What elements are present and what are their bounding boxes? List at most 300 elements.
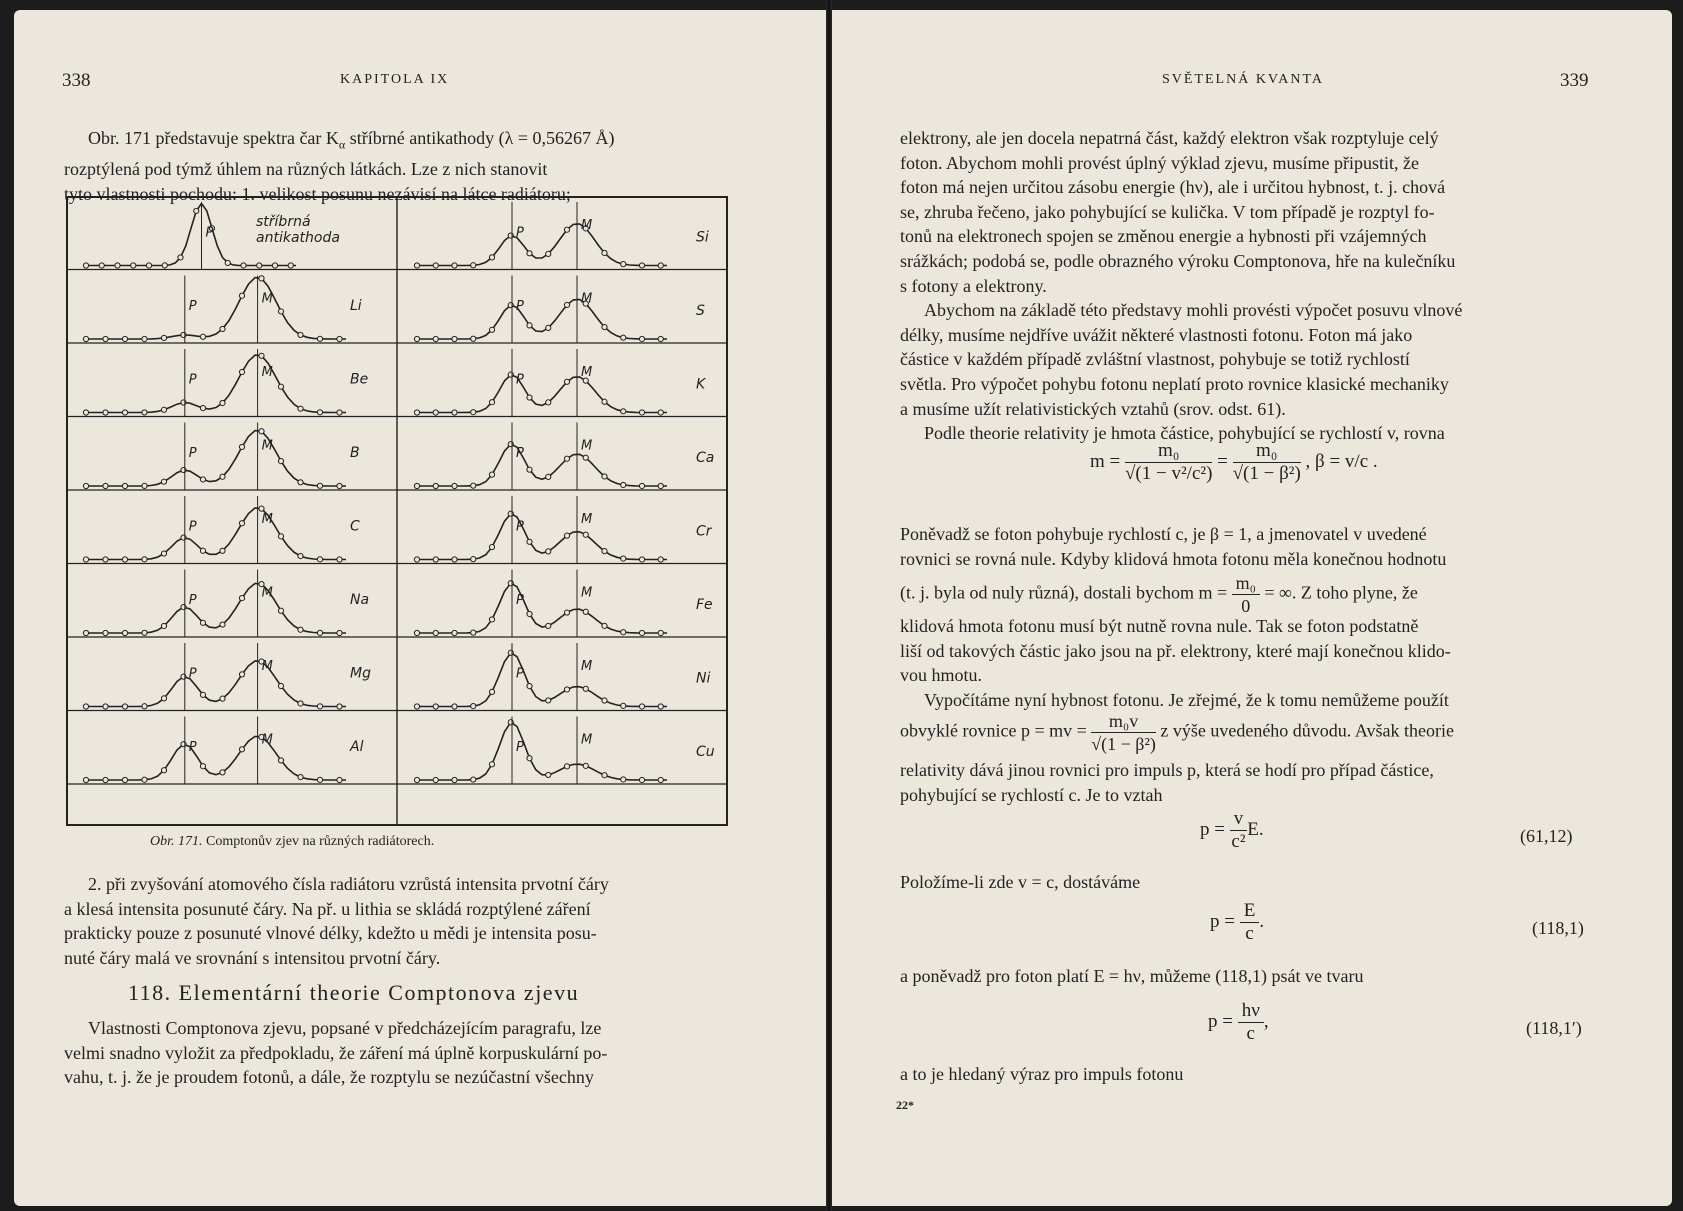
data-point [564, 687, 569, 692]
data-point [621, 703, 626, 708]
radiator-label-s: S [696, 303, 705, 320]
data-point [489, 689, 494, 694]
equation-number-118-1-prime: (118,1′) [1526, 1018, 1582, 1038]
data-point [239, 444, 244, 449]
data-point [433, 557, 438, 562]
data-point [433, 777, 438, 782]
data-point [658, 263, 663, 268]
data-point [161, 407, 166, 412]
intro-line-3: tyto vlastnosti pochodu: 1. velikost posunu nezávisí na látce radiátoru; [64, 183, 571, 204]
data-point [161, 479, 166, 484]
spectrum-curve [417, 583, 667, 633]
data-point [317, 704, 322, 709]
spectrum-curve [86, 584, 346, 634]
data-point [508, 303, 513, 308]
p-peak-label: P [188, 592, 197, 608]
m-peak-label: M [581, 218, 593, 234]
data-point [298, 553, 303, 558]
spectrum-curve [417, 444, 667, 486]
data-point [527, 251, 532, 256]
data-point [259, 506, 264, 511]
data-point [161, 696, 166, 701]
data-point [433, 263, 438, 268]
data-point [471, 483, 476, 488]
spectrum-curve [417, 722, 667, 780]
data-point [489, 327, 494, 332]
m-peak-label: M [261, 365, 273, 381]
data-point [527, 611, 532, 616]
data-point [489, 255, 494, 260]
data-point [278, 683, 283, 688]
data-point [602, 399, 607, 404]
p-peak-label: P [516, 666, 524, 682]
data-point [546, 251, 551, 256]
data-point [621, 409, 626, 414]
p2-line-3: částice v každém případě zvláštní vlastnost, pohybuje se totiž rychlostí [900, 349, 1410, 370]
data-point [162, 263, 167, 268]
p8-line-1: Položíme-li zde v = c, dostáváme [900, 872, 1141, 892]
after-line-2: a klesá intensita posunuté čáry. Na př. u lithia se skládá rozptýlené záření [64, 898, 591, 919]
data-point [161, 623, 166, 628]
data-point [621, 630, 626, 635]
data-point [433, 410, 438, 415]
p-peak-label: P [516, 519, 524, 535]
data-point [621, 335, 626, 340]
data-point [317, 483, 322, 488]
data-point [489, 762, 494, 767]
left-intro [64, 126, 728, 206]
data-point [83, 336, 88, 341]
data-point [433, 704, 438, 709]
p4-line-1: Poněvadž se foton pohybuje rychlostí c, je β = 1, a jmenovatel v uvedené [900, 524, 1427, 544]
spectrum-curve [86, 431, 346, 486]
data-point [508, 442, 513, 447]
right-para-5 [900, 614, 1596, 712]
data-point [564, 302, 569, 307]
spectrum-curve [86, 736, 346, 780]
data-point [602, 250, 607, 255]
right-para-7 [900, 758, 1596, 807]
p1-line-6: srážkách; podobá se, podle obrazného výroku Comptonova, hře na kulečníku [900, 250, 1456, 271]
p1-line-2: foton. Abychom mohli provést úplný výklad zjevu, musíme připustit, že [900, 152, 1419, 173]
right-running-head: SVĚTELNÁ KVANTA [1162, 72, 1325, 87]
data-point [508, 372, 513, 377]
data-point [639, 483, 644, 488]
data-point [146, 263, 151, 268]
equation-mass: m = $\frac{\text{m₀}}{\text{√(1 − v²/c²)}}$ = $\frac{\text{m₀}}{\text{√(1 − β²)}}$ , β = v/c . [1090, 440, 1378, 484]
data-point [122, 704, 127, 709]
data-point [317, 777, 322, 782]
data-point [178, 255, 183, 260]
data-point [527, 683, 532, 688]
data-point [414, 483, 419, 488]
antikathode-label-line-1: stříbrná [256, 214, 311, 230]
data-point [83, 483, 88, 488]
left-running-head: KAPITOLA IX [340, 72, 450, 87]
radiator-label-al: Al [350, 738, 364, 755]
data-point [639, 557, 644, 562]
data-point [142, 410, 147, 415]
data-point [239, 293, 244, 298]
radiator-label-b: B [350, 444, 360, 461]
data-point [433, 483, 438, 488]
data-point [200, 477, 205, 482]
data-point [452, 704, 457, 709]
radiator-label-cr: Cr [696, 523, 712, 540]
spectrum-curve [86, 355, 346, 412]
data-point [220, 400, 225, 405]
p-peak-label: P [516, 739, 524, 755]
data-point [278, 458, 283, 463]
p1-line-5: tonů na elektronech spojen se změnou energie a hybnosti při vzájemných [900, 226, 1427, 247]
data-point [602, 549, 607, 554]
data-point [278, 309, 283, 314]
caption-number: Obr. 171. [150, 834, 203, 849]
data-point [471, 630, 476, 635]
radiator-label-si: Si [696, 229, 709, 246]
data-point [433, 630, 438, 635]
data-point [508, 650, 513, 655]
data-point [181, 400, 186, 405]
data-point [161, 335, 166, 340]
m-peak-label: M [261, 512, 273, 528]
data-point [527, 323, 532, 328]
data-point [527, 467, 532, 472]
spectrum-curve [417, 224, 667, 266]
data-point [508, 581, 513, 586]
spectrum-curve [86, 278, 346, 339]
data-point [583, 686, 588, 691]
p-peak-label: P [188, 298, 197, 314]
p2-line-5: a musíme užít relativistických vztahů (srov. odst. 61). [900, 398, 1286, 419]
data-point [200, 692, 205, 697]
data-point [414, 777, 419, 782]
data-point [546, 772, 551, 777]
equation-118-1: p = $\frac{E}{c}$ . [1210, 900, 1265, 944]
intro-line-1: Obr. 171 představuje spektra čar $K_\alpha$ stříbrné antikathody (λ = 0,56267 Å) [88, 128, 615, 152]
data-point [471, 557, 476, 562]
data-point [103, 704, 108, 709]
data-point [181, 535, 186, 540]
m-peak-label: M [581, 732, 593, 748]
p1-line-7: s fotony a elektrony. [900, 275, 1047, 296]
data-point [181, 332, 186, 337]
data-point [471, 263, 476, 268]
p5-line-1: klidová hmota fotonu musí být nutně rovna nule. Tak se foton podstatně [900, 616, 1419, 636]
data-point [83, 777, 88, 782]
data-point [278, 758, 283, 763]
data-point [564, 379, 569, 384]
data-point [220, 696, 225, 701]
data-point [272, 263, 277, 268]
data-point [658, 704, 663, 709]
m-peak-label: M [261, 732, 273, 748]
data-point [83, 263, 88, 268]
data-point [83, 704, 88, 709]
radiator-label-c: C [350, 518, 360, 535]
left-section-text [64, 1016, 728, 1090]
m-peak-label: M [261, 438, 273, 454]
radiator-label-fe: Fe [696, 597, 713, 614]
data-point [239, 747, 244, 752]
data-point [122, 777, 127, 782]
data-point [658, 483, 663, 488]
p4-inline-eq: (t. j. byla od nuly různá), dostali bychom m = $\frac{\text{m₀}}{0}$ = ∞. Z toho plyne, že [900, 573, 1418, 616]
data-point [122, 336, 127, 341]
data-point [259, 429, 264, 434]
data-point [471, 703, 476, 708]
data-point [103, 336, 108, 341]
section-line-2: velmi snadno vyložit za předpokladu, že záření má úplně korpuskulární po- [64, 1042, 608, 1063]
data-point [181, 674, 186, 679]
radiator-label-ni: Ni [696, 670, 711, 687]
data-point [257, 263, 262, 268]
data-point [161, 551, 166, 556]
data-point [142, 777, 147, 782]
data-point [658, 410, 663, 415]
p2-line-2: délky, musíme nejdříve uvážit některé vlastnosti fotonu. Foton má jako [900, 324, 1413, 345]
after-line-3: prakticky pouze z posunuté vlnové délky, kdežto u mědi je intensita posu- [64, 923, 597, 944]
p-peak-label: P [516, 592, 524, 608]
p-peak-label: P [188, 519, 197, 535]
data-point [602, 698, 607, 703]
data-point [527, 539, 532, 544]
radiator-label-k: K [696, 376, 706, 393]
data-point [225, 260, 230, 265]
data-point [337, 777, 342, 782]
data-point [103, 483, 108, 488]
data-point [564, 533, 569, 538]
data-point [298, 627, 303, 632]
data-point [602, 623, 607, 628]
data-point [414, 336, 419, 341]
data-point [414, 704, 419, 709]
m-peak-label: M [581, 585, 593, 601]
caption-text: Comptonův zjev na různých radiátorech. [206, 834, 435, 849]
p-peak-label: P [188, 445, 197, 461]
data-point [220, 474, 225, 479]
data-point [337, 557, 342, 562]
data-point [241, 263, 246, 268]
data-point [239, 369, 244, 374]
data-point [298, 406, 303, 411]
data-point [527, 756, 532, 761]
data-point [452, 410, 457, 415]
data-point [602, 474, 607, 479]
data-point [414, 410, 419, 415]
data-point [564, 764, 569, 769]
data-point [298, 332, 303, 337]
radiator-label-li: Li [350, 297, 362, 314]
data-point [122, 630, 127, 635]
data-point [564, 227, 569, 232]
m-peak-label: M [581, 365, 593, 381]
left-page-number: 338 [62, 70, 91, 91]
data-point [452, 777, 457, 782]
data-point [527, 395, 532, 400]
signature-mark: 22* [896, 1098, 914, 1112]
p5-line-2: liší od takových částic jako jsou na př. elektrony, které mají konečnou klido- [900, 640, 1451, 661]
data-point [142, 483, 147, 488]
p6-line-1: Vypočítáme nyní hybnost fotonu. Je zřejmé, že k tomu nemůžeme použít [924, 689, 1449, 710]
data-point [278, 534, 283, 539]
data-point [471, 777, 476, 782]
data-point [99, 263, 104, 268]
data-point [103, 557, 108, 562]
spectrum-curve [417, 514, 667, 560]
radiator-label-na: Na [350, 591, 370, 608]
data-point [142, 336, 147, 341]
p-peak-label: P [516, 445, 524, 461]
data-point [239, 596, 244, 601]
m-peak-label: M [261, 659, 273, 675]
data-point [122, 483, 127, 488]
radiator-label-cu: Cu [696, 744, 715, 761]
p-peak-label: P [205, 225, 214, 241]
p1-line-4: se, zhruba řečeno, jako pohybující se kulička. V tom případě je rozptyl fo- [900, 201, 1435, 222]
data-point [220, 622, 225, 627]
data-point [639, 336, 644, 341]
equation-number-118-1: (118,1) [1532, 918, 1584, 938]
data-point [658, 336, 663, 341]
data-point [452, 483, 457, 488]
data-point [546, 474, 551, 479]
data-point [414, 557, 419, 562]
compton-figure [66, 196, 728, 826]
radiator-label-be: Be [350, 371, 369, 388]
data-point [639, 263, 644, 268]
data-point [583, 609, 588, 614]
data-point [83, 410, 88, 415]
data-point [115, 263, 120, 268]
data-point [239, 521, 244, 526]
data-point [220, 770, 225, 775]
after-line-4: nuté čáry malá ve srovnání s intensitou prvotní čáry. [64, 947, 441, 968]
data-point [181, 467, 186, 472]
data-point [337, 483, 342, 488]
p6-inline-eq: obvyklé rovnice p = mv = $\frac{\text{m₀v}}{\text{√(1 − β²)}}$ z výše uvedeného důvodu. Avšak theorie [900, 711, 1454, 754]
data-point [337, 336, 342, 341]
p4-line-2: rovnici se rovná nule. Kdyby klidová hmota fotonu měla konečnou hodnotu [900, 548, 1447, 569]
data-point [317, 557, 322, 562]
data-point [83, 630, 88, 635]
data-point [621, 262, 626, 267]
data-point [602, 324, 607, 329]
antikathode-label-line-2: antikathoda [256, 230, 340, 246]
data-point [546, 549, 551, 554]
data-point [489, 617, 494, 622]
book-gutter [826, 0, 832, 1211]
data-point [489, 472, 494, 477]
data-point [298, 775, 303, 780]
data-point [142, 557, 147, 562]
data-point [259, 276, 264, 281]
data-point [122, 410, 127, 415]
right-para-4 [900, 522, 1596, 571]
spectrum-curve [417, 653, 667, 707]
equation-number-61-12: (61,12) [1520, 826, 1573, 846]
left-after-figure [64, 872, 728, 970]
data-point [433, 336, 438, 341]
spectrum-curve [417, 299, 667, 339]
data-point [621, 777, 626, 782]
p9-line-1: a poněvadž pro foton platí E = hν, můžeme (118,1) psát ve tvaru [900, 966, 1364, 986]
data-point [452, 263, 457, 268]
spectrum-curve [86, 661, 346, 707]
section-line-3: vahu, t. j. že je proudem fotonů, a dále, že rozptylu se nezúčastní všechny [64, 1067, 594, 1088]
p5-line-3: vou hmotu. [900, 665, 983, 686]
data-point [621, 482, 626, 487]
data-point [200, 620, 205, 625]
data-point [508, 511, 513, 516]
data-point [414, 263, 419, 268]
data-point [200, 334, 205, 339]
data-point [658, 557, 663, 562]
data-point [546, 325, 551, 330]
data-point [317, 410, 322, 415]
equation-61-12: p = $\frac{v}{\text{c²}}$ E. [1200, 808, 1264, 852]
p-peak-label: P [188, 666, 197, 682]
data-point [200, 548, 205, 553]
data-point [278, 608, 283, 613]
data-point [471, 410, 476, 415]
p1-line-1: elektrony, ale jen docela nepatrná část, každý elektron však rozptyluje celý [900, 128, 1439, 148]
p-peak-label: P [516, 372, 524, 388]
compton-spectra-grid [66, 196, 728, 826]
data-point [103, 410, 108, 415]
data-point [317, 336, 322, 341]
data-point [239, 672, 244, 677]
m-peak-label: M [581, 438, 593, 454]
data-point [298, 480, 303, 485]
data-point [546, 698, 551, 703]
data-point [564, 456, 569, 461]
right-para-9 [900, 964, 1596, 989]
spectrum-curve [417, 375, 667, 413]
m-peak-label: M [581, 659, 593, 675]
data-point [546, 623, 551, 628]
data-point [103, 630, 108, 635]
data-point [452, 336, 457, 341]
section-heading: 118. Elementární theorie Comptonova zjevu [128, 980, 580, 1005]
right-para-8 [900, 870, 1596, 895]
p-peak-label: P [188, 372, 197, 388]
section-line-1: Vlastnosti Comptonova zjevu, popsané v předcházejícím paragrafu, lze [88, 1018, 602, 1038]
right-para-10 [900, 1062, 1596, 1087]
p2-line-4: světla. Pro výpočet pohybu fotonu neplatí proto rovnice klasické mechaniky [900, 373, 1449, 394]
data-point [564, 610, 569, 615]
p2-line-1: Abychom na základě této představy mohli provésti výpočet posuvu vlnové [924, 300, 1463, 321]
data-point [194, 208, 199, 213]
data-point [337, 704, 342, 709]
figure-caption [150, 834, 434, 850]
data-point [288, 263, 293, 268]
p-peak-label: P [516, 225, 524, 241]
p-peak-label: P [188, 739, 197, 755]
data-point [181, 742, 186, 747]
data-point [489, 400, 494, 405]
data-point [546, 400, 551, 405]
radiator-label-mg: Mg [350, 665, 371, 682]
p1-line-3: foton má nejen určitou zásobu energie (hν), ale i určitou hybnost, t. j. chová [900, 177, 1446, 198]
m-peak-label: M [261, 291, 273, 307]
data-point [452, 557, 457, 562]
data-point [131, 263, 136, 268]
radiator-label-ca: Ca [696, 450, 715, 467]
data-point [508, 720, 513, 725]
data-point [161, 768, 166, 773]
data-point [489, 544, 494, 549]
